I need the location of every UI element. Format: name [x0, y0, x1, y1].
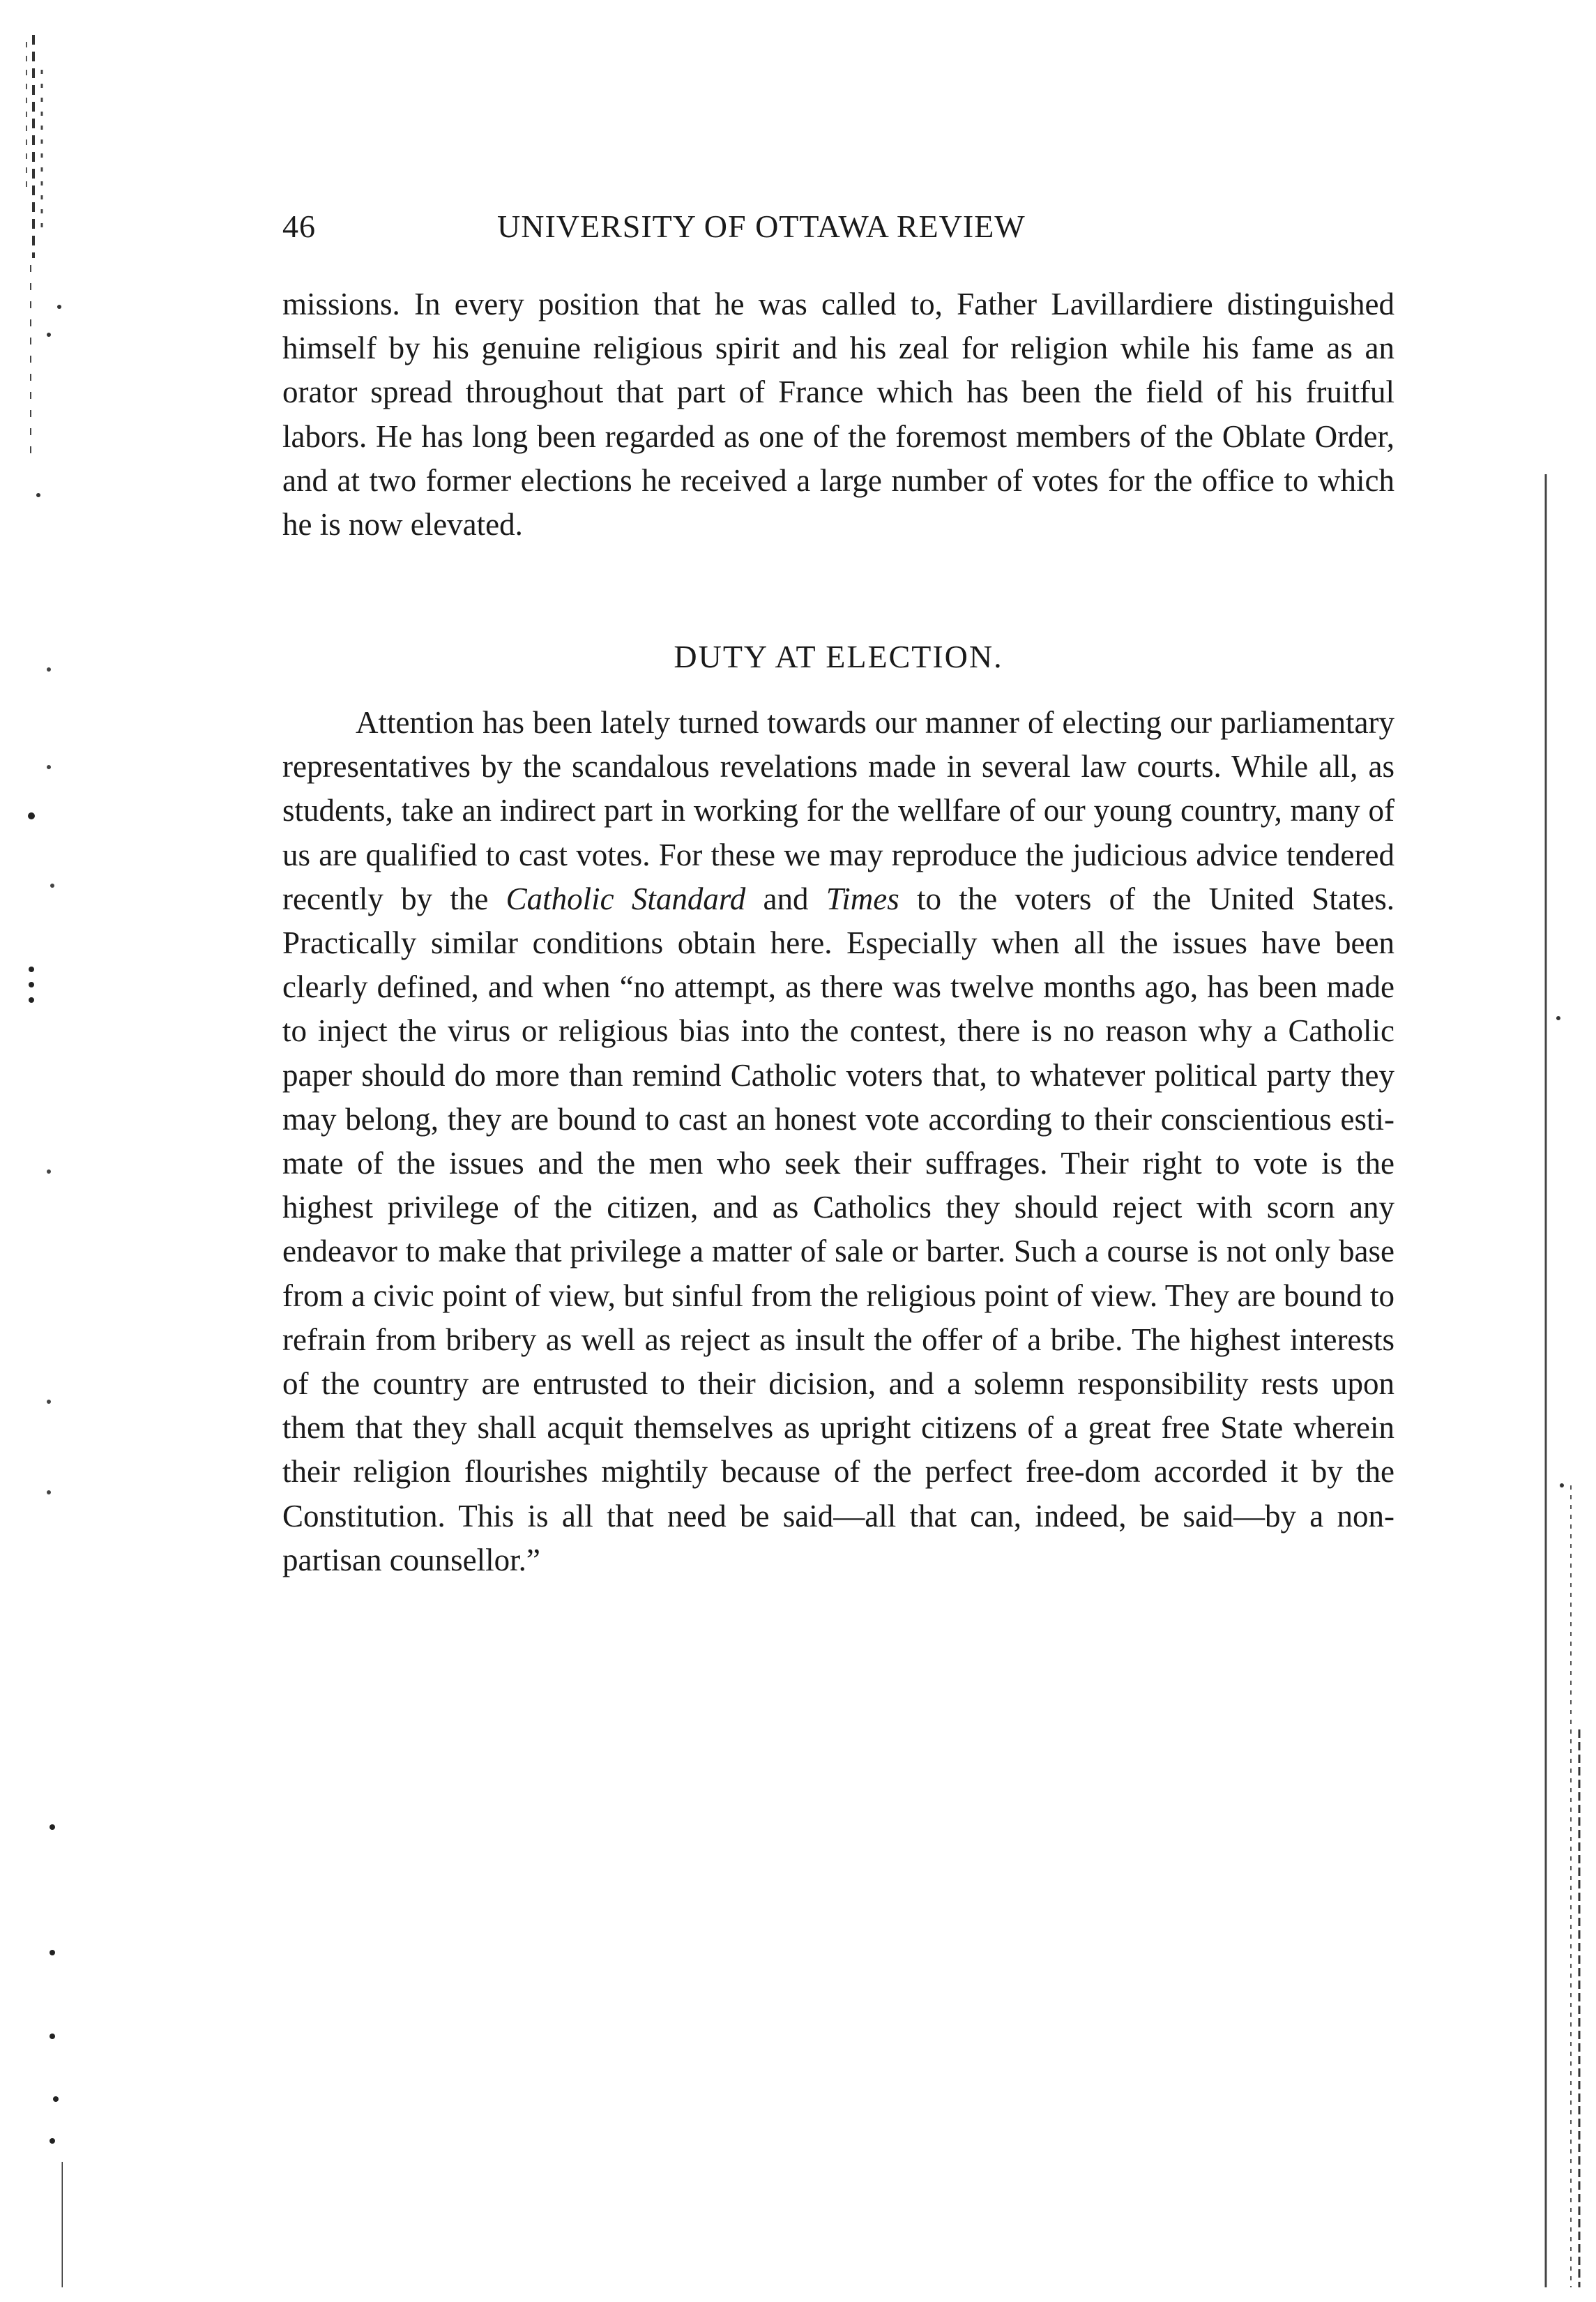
article-paragraph [282, 701, 1394, 1582]
left-margin-specks-graphic [21, 28, 63, 2287]
page-number: 46 [282, 209, 316, 244]
journal-title: UNIVERSITY OF OTTAWA REVIEW [497, 209, 1026, 244]
right-margin-specks-graphic [1537, 474, 1586, 2301]
running-head [282, 208, 1196, 257]
continued-paragraph: missions. In every position that he was called to, Father Lavillardiere distinguished himself by his genuine religious spirit and his zeal for religion while his fame as an orator spread throughout that part of France which has been the field of his fruitful labors. He has long been regarded as one of the foremost members of the Oblate Order, and at two former elections he received a large number of votes for the office to which he is now elevated. [282, 287, 1394, 543]
article-conjunction: and [763, 881, 809, 916]
section-heading: DUTY AT ELECTION. [674, 639, 1003, 674]
publication-name-times: Times [826, 881, 899, 916]
publication-name-catholic-standard: Catholic Standard [506, 881, 746, 916]
left-margin-scan-marks [21, 28, 63, 2287]
article-text-start: Attention has been lately turned towards our manner of electing our parliamentary representatives by the scandalous revelations made in several law courts. While all, as students, take an indirect part in working for the wellfare of our young country, many of us are qualified to cast votes. For these we may reproduce the judicious advice tendered recently by the [282, 705, 1394, 916]
right-margin-scan-marks [1537, 474, 1586, 2301]
article-text-rest: to the voters of the United States. Practically similar conditions obtain here. Especially when all the issues have been clearly defined, and when “no attempt, as there was twelve months ago, has been made to inject the virus or religious bias into the contest, there is no reason why a Catholic paper should do more than remind Catholic voters that, to whatever political party they may belong, they are bound to cast an honest vote according to their conscientious esti-mate of the issues and the men who seek their suffrages. Their right to vote is the highest privilege of the citizen, and as Catholics they should reject with scorn any endeavor to make that privilege a matter of sale or barter. Such a course is not only base from a civic point of view, but sinful from the religious point of view. They are bound to refrain from bribery as well as reject as insult the offer of a bribe. The highest interests of the country are entrusted to their dicision, and a solemn responsibility rests upon them that they shall acquit themselves as upright citizens of a great free State wherein their religion flourishes mightily because of the perfect free-dom accorded it by the Constitution. This is all that need be said—all that can, indeed, be said—by a non-partisan counsellor.” [282, 881, 1395, 1577]
